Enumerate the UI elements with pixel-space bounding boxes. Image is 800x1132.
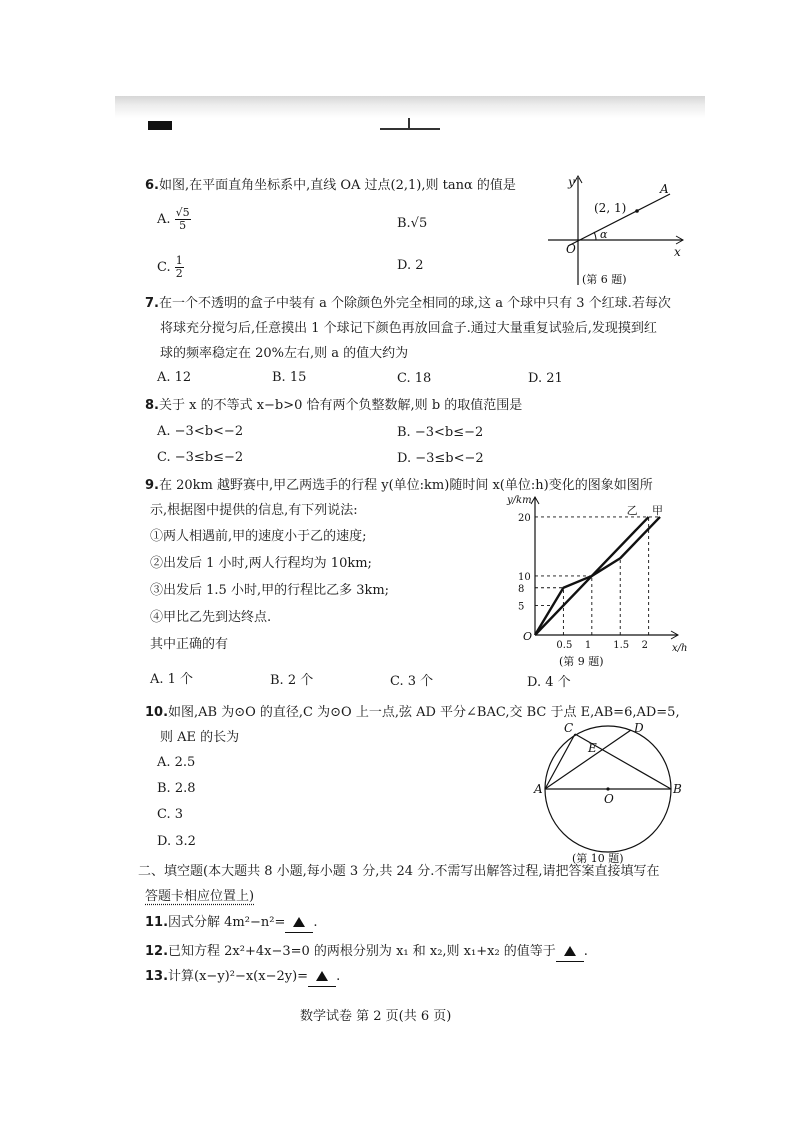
- q6-origin-label: O: [566, 242, 576, 256]
- q11-answer-blank: [285, 914, 313, 933]
- q9-option-c: C. 3 个: [390, 674, 434, 689]
- q8-text: 关于 x 的不等式 x−b>0 恰有两个负整数解,则 b 的取值范围是: [158, 398, 523, 413]
- q9-chart: [495, 495, 688, 675]
- q10-center-point: [606, 787, 609, 790]
- q7-line3: 球的频率稳定在 20%左右,则 a 的值大约为: [160, 346, 409, 361]
- q12-text: 已知方程 2x²+4x−3=0 的两根分别为 x₁ 和 x₂,则 x₁+x₂ 的值等于: [168, 944, 556, 959]
- x-tick-label: 1.5: [613, 640, 630, 651]
- q10-label-b: B: [673, 782, 682, 796]
- q9-statement-2: ②出发后 1 小时,两人行程均为 10km;: [150, 556, 372, 571]
- q7-number: 7.: [145, 296, 159, 311]
- q6-angle-arc: [594, 232, 596, 240]
- q10-number: 10.: [145, 705, 169, 720]
- origin-label: O: [523, 630, 533, 643]
- q9-number: 9.: [145, 478, 159, 493]
- q6-text: 如图,在平面直角坐标系中,直线 OA 过点(2,1),则 tanα 的值是: [158, 178, 516, 193]
- q10-chord-ac: [545, 734, 575, 789]
- q13: 13.计算(x−y)²−x(x−2y)= .: [145, 968, 340, 987]
- q10-option-c: C. 3: [157, 807, 184, 822]
- page-footer: 数学试卷 第 2 页(共 6 页): [300, 1009, 452, 1024]
- top-tick: [408, 118, 410, 128]
- q7-text-1: 在一个不透明的盒子中装有 a 个除颜色外完全相同的球,这 a 个球中只有 3 个红球.若每次: [158, 296, 671, 311]
- q6-alpha-label: α: [600, 228, 608, 241]
- y-tick-label: 8: [518, 583, 525, 595]
- q6-option-c-label: C.: [157, 260, 171, 275]
- q10-label-d: D: [634, 721, 644, 735]
- q10-option-d: D. 3.2: [157, 834, 196, 849]
- y-tick-label: 5: [518, 601, 525, 613]
- q6-option-a-fraction: [175, 207, 191, 232]
- q10-text-1: 如图,AB 为⊙O 的直径,C 为⊙O 上一点,弦 AD 平分∠BAC,交 BC 于点 E,AB=6,AD=5,: [168, 705, 680, 720]
- registration-mark: [148, 121, 172, 130]
- q9-option-b: B. 2 个: [270, 673, 314, 688]
- q7-option-a: A. 12: [157, 370, 192, 385]
- frac-denominator: 5: [179, 219, 187, 232]
- q11-text: 因式分解 4m²−n²=: [168, 915, 286, 930]
- x-axis-label: x/h: [672, 643, 688, 654]
- top-rule: [380, 128, 440, 130]
- frac-denominator: 2: [175, 267, 183, 280]
- q9-option-d: D. 4 个: [527, 675, 571, 690]
- q9-text-1: 在 20km 越野赛中,甲乙两选手的行程 y(单位:km)随时间 x(单位:h)变化的图象如图所: [158, 478, 653, 493]
- q10-line2: 则 AE 的长为: [160, 730, 240, 745]
- q11: 11.因式分解 4m²−n²= .: [145, 914, 317, 933]
- q6-figure: [538, 170, 688, 290]
- x-tick-label: 2: [641, 640, 649, 651]
- q6-option-c: [157, 255, 184, 280]
- q11-number: 11.: [145, 915, 169, 930]
- q7-line1: [145, 295, 671, 313]
- q6-point-a-label: A: [660, 182, 669, 196]
- q10-label-a: A: [534, 782, 543, 796]
- series-label-乙: 乙: [626, 503, 638, 517]
- q10-label-e: E: [588, 741, 597, 755]
- answer-triangle-icon: [316, 971, 328, 981]
- q9-line2: 示,根据图中提供的信息,有下列说法:: [150, 503, 358, 518]
- q6-point: [635, 209, 639, 213]
- q6-option-d: D. 2: [397, 258, 424, 273]
- frac-numerator: 1: [175, 254, 183, 267]
- scan-shadow: [115, 96, 705, 118]
- section2-heading: 二、填空题(本大题共 8 小题,每小题 3 分,共 24 分.不需写出解答过程,请把答案直接填写在: [138, 864, 660, 879]
- frac-numerator: √5: [175, 206, 190, 219]
- y-tick-label: 20: [518, 512, 531, 524]
- answer-triangle-icon: [564, 946, 576, 956]
- x-tick-label: 1: [584, 640, 592, 651]
- q12-answer-blank: [556, 943, 584, 962]
- q10-caption: (第 10 题): [572, 852, 624, 865]
- q13-text: 计算(x−y)²−x(x−2y)=: [168, 969, 309, 984]
- q12: 12.已知方程 2x²+4x−3=0 的两根分别为 x₁ 和 x₂,则 x₁+x₂ 的值等于 .: [145, 943, 588, 962]
- q10-option-a: A. 2.5: [157, 755, 196, 770]
- q6-x-label: x: [674, 245, 681, 259]
- q10-option-b: B. 2.8: [157, 781, 196, 796]
- q8-option-b: B. −3<b≤−2: [397, 425, 484, 440]
- q9-statement-3: ③出发后 1.5 小时,甲的行程比乙多 3km;: [150, 583, 390, 598]
- q6-stem: [145, 177, 516, 195]
- q9-statement-1: ①两人相遇前,甲的速度小于乙的速度;: [150, 529, 367, 544]
- y-axis-label: y/km: [507, 495, 532, 506]
- q6-caption: (第 6 题): [582, 273, 627, 286]
- section2-heading-cont: 答题卡相应位置上): [145, 889, 255, 904]
- q9-option-a: A. 1 个: [150, 672, 194, 687]
- q6-y-label: y: [568, 175, 575, 189]
- q6-option-c-fraction: [175, 255, 184, 280]
- q7-option-d: D. 21: [528, 371, 563, 386]
- q10-label-c: C: [564, 721, 574, 735]
- series-label-甲: 甲: [652, 503, 663, 517]
- q8-option-c: C. −3≤b≤−2: [157, 450, 244, 465]
- q7-option-b: B. 15: [272, 370, 307, 385]
- q12-number: 12.: [145, 944, 169, 959]
- q8-option-a: A. −3<b<−2: [157, 424, 244, 439]
- q13-number: 13.: [145, 969, 169, 984]
- q7-option-c: C. 18: [397, 371, 432, 386]
- q10-figure: [530, 720, 680, 870]
- q6-option-a: [157, 207, 191, 232]
- q9-correct-prompt: 其中正确的有: [150, 637, 229, 652]
- q6-option-a-label: A.: [157, 212, 171, 227]
- y-tick-label: 10: [518, 571, 531, 583]
- q8-number: 8.: [145, 398, 159, 413]
- q7-line2: 将球充分搅匀后,任意摸出 1 个球记下颜色再放回盒子.通过大量重复试验后,发现摸到红: [160, 321, 657, 336]
- q10-label-o: O: [604, 792, 614, 806]
- q9-line1: [145, 477, 653, 495]
- q10-chord-ad: [545, 730, 631, 789]
- q8-option-d: D. −3≤b<−2: [397, 451, 484, 466]
- q6-option-b: B.√5: [397, 216, 428, 231]
- x-tick-label: 0.5: [556, 640, 573, 651]
- q9-statement-4: ④甲比乙先到达终点.: [150, 610, 272, 625]
- q6-point-label: (2, 1): [594, 201, 627, 215]
- q8-stem: [145, 397, 522, 415]
- q13-answer-blank: [308, 968, 336, 987]
- q6-number: 6.: [145, 178, 159, 193]
- chart-caption: (第 9 题): [559, 655, 604, 668]
- answer-triangle-icon: [293, 917, 305, 927]
